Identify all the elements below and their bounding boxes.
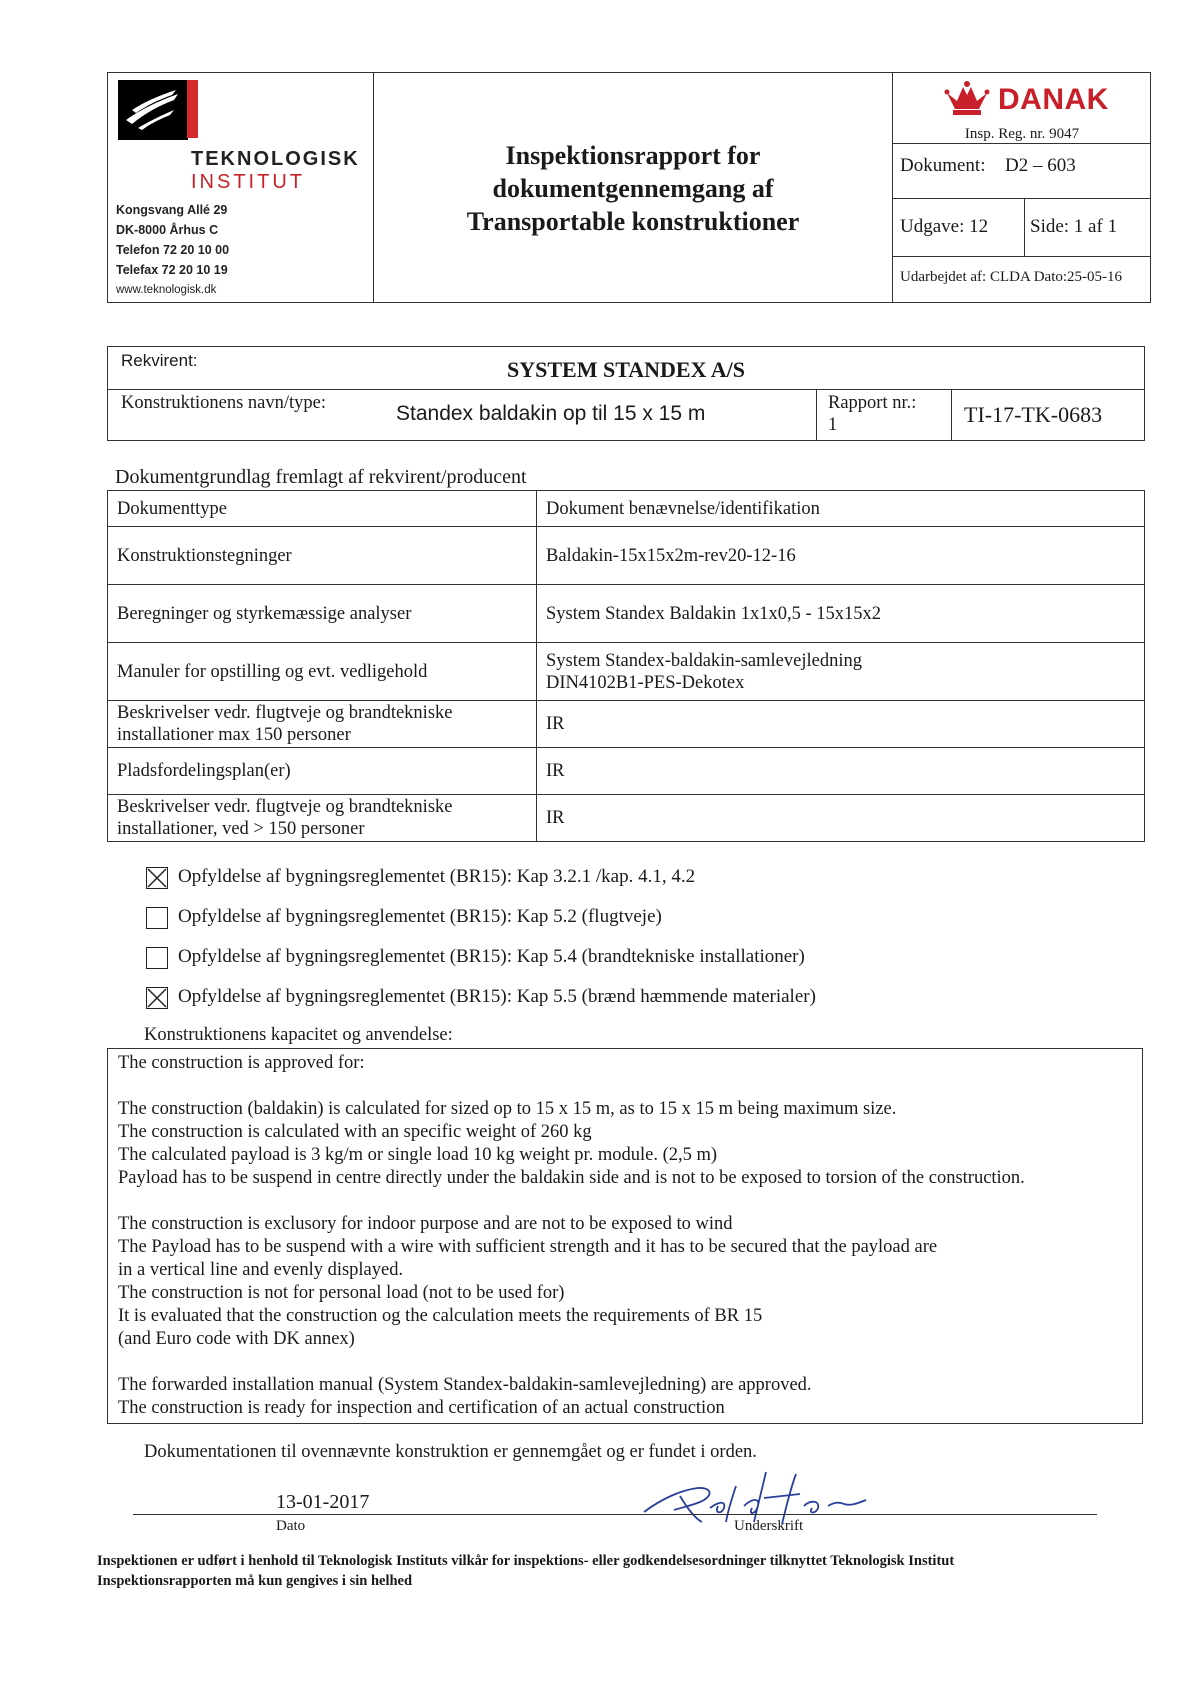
danak-logo: DANAK — [998, 83, 1109, 116]
capacity-line: The construction is not for personal load (not to be used for) — [118, 1283, 565, 1303]
capacity-line: The forwarded installation manual (System Standex-baldakin-samlevejledning) are approved. — [118, 1375, 812, 1395]
insp-reg-nr: Insp. Reg. nr. 9047 — [964, 126, 1080, 142]
checkbox-label: Opfyldelse af bygningsreglementet (BR15): Kap 3.2.1 /kap. 4.1, 4.2 — [178, 866, 696, 887]
checkbox-label: Opfyldelse af bygningsreglementet (BR15): Kap 5.2 (flugtveje) — [178, 906, 662, 927]
capacity-line: It is evaluated that the construction og the calculation meets the requirements of BR 15 — [118, 1306, 763, 1326]
rekvirent-box — [107, 346, 1145, 441]
conclusion-text: Dokumentationen til ovennævnte konstruktion er gennemgået og er fundet i orden. — [144, 1442, 757, 1462]
doc-id-cell: IR — [537, 748, 1145, 795]
signature-line — [133, 1514, 1097, 1515]
doc-type-cell: Beskrivelser vedr. flugtveje og brandtekniske installationer, ved > 150 personer — [108, 795, 537, 842]
doc-id-cell: System Standex-baldakin-samlevejledning DIN4102B1-PES-Dekotex — [537, 643, 1145, 701]
table-row — [108, 643, 1145, 701]
logo-line2: INSTITUT — [191, 171, 305, 193]
capacity-line: The construction is ready for inspection and certification of an actual construction — [118, 1398, 725, 1418]
capacity-line: in a vertical line and evenly displayed. — [118, 1260, 404, 1280]
document-section-title: Dokumentgrundlag fremlagt af rekvirent/producent — [115, 466, 527, 488]
website-link[interactable]: www.teknologisk.dk — [116, 284, 217, 296]
header-box — [107, 72, 1151, 303]
capacity-title: Konstruktionens kapacitet og anvendelse: — [144, 1025, 453, 1045]
dokument-value: D2 – 603 — [1005, 155, 1076, 176]
signature-label: Underskrift — [734, 1518, 804, 1534]
date-label: Dato — [276, 1518, 306, 1534]
checkbox-br15-kap55[interactable] — [146, 987, 168, 1009]
doc-type-cell: Manuler for opstilling og evt. vedligehold — [108, 643, 537, 701]
capacity-line: The construction (baldakin) is calculated for sized op to 15 x 15 m, as to 15 x 15 m being maximum size. — [118, 1099, 897, 1119]
doc-id-cell: System Standex Baldakin 1x1x0,5 - 15x15x2 — [537, 585, 1145, 643]
doc-type-cell: Beskrivelser vedr. flugtveje og brandtekniske installationer max 150 personer — [108, 701, 537, 748]
doc-id-cell: IR — [537, 701, 1145, 748]
capacity-line: The construction is exclusory for indoor purpose and are not to be exposed to wind — [118, 1214, 733, 1234]
doc-type-cell: Beregninger og styrkemæssige analyser — [108, 585, 537, 643]
checkbox-br15-kap321[interactable] — [146, 867, 168, 889]
doc-id-cell: IR — [537, 795, 1145, 842]
capacity-box — [107, 1048, 1143, 1424]
col-header: Dokumenttype — [108, 491, 537, 527]
capacity-line: (and Euro code with DK annex) — [118, 1329, 355, 1349]
report-title: Inspektionsrapport for dokumentgennemgang af Transportable konstruktioner — [466, 141, 800, 236]
table-row — [108, 795, 1145, 842]
danak-crown-icon — [943, 79, 991, 119]
rekvirent-label: Rekvirent: — [121, 351, 198, 370]
address-line: Kongsvang Allé 29 — [116, 203, 228, 217]
side: Side: 1 af 1 — [1030, 216, 1118, 237]
doc-type-cell: Konstruktionstegninger — [108, 527, 537, 585]
address-line: DK-8000 Århus C — [116, 223, 219, 237]
footer-line: Inspektionen er udført i henhold til Teknologisk Instituts vilkår for inspektions- eller godkendelsesordninger tilknyttet Teknologisk Institut — [97, 1553, 955, 1569]
doc-type-cell: Pladsfordelingsplan(er) — [108, 748, 537, 795]
check-x-icon — [147, 868, 167, 888]
checkbox-br15-kap52[interactable] — [146, 907, 168, 929]
table-row — [108, 585, 1145, 643]
rapport-label: Rapport nr.: — [828, 393, 917, 413]
table-row — [108, 748, 1145, 795]
footer-line: Inspektionsrapporten må kun gengives i sin helhed — [97, 1573, 413, 1589]
document-info-column — [892, 73, 1150, 302]
konstruktion-label: Konstruktionens navn/type: — [121, 393, 327, 413]
checkbox-label: Opfyldelse af bygningsreglementet (BR15): Kap 5.4 (brandtekniske installationer) — [178, 946, 805, 967]
logo-line1: TEKNOLOGISK — [191, 148, 360, 170]
institute-column — [108, 73, 374, 302]
checkbox-br15-kap54[interactable] — [146, 947, 168, 969]
signature-date: 13-01-2017 — [276, 1491, 370, 1513]
fax-line: Telefax 72 20 10 19 — [116, 263, 228, 277]
col-header: Dokument benævnelse/identifikation — [537, 491, 1145, 527]
capacity-line: The construction is approved for: — [118, 1053, 365, 1073]
phone-line: Telefon 72 20 10 00 — [116, 243, 230, 257]
udgave: Udgave: 12 — [900, 216, 989, 237]
capacity-line: The construction is calculated with an specific weight of 260 kg — [118, 1122, 592, 1142]
document-table — [107, 490, 1145, 842]
udarbejdet: Udarbejdet af: CLDA Dato:25-05-16 — [900, 269, 1123, 285]
rekvirent-value: SYSTEM STANDEX A/S — [507, 357, 745, 382]
doc-id-cell: Baldakin-15x15x2m-rev20-12-16 — [537, 527, 1145, 585]
table-row — [108, 701, 1145, 748]
dokument-label: Dokument: — [900, 155, 986, 176]
checkbox-label: Opfyldelse af bygningsreglementet (BR15): Kap 5.5 (brænd hæmmende materialer) — [178, 986, 816, 1007]
table-header-row — [108, 491, 1145, 527]
rapport-sub: 1 — [828, 415, 838, 435]
capacity-line: Payload has to be suspend in centre directly under the baldakin side and is not to be exposed to torsion of the construction. — [118, 1168, 1025, 1188]
table-row — [108, 527, 1145, 585]
check-x-icon — [147, 988, 167, 1008]
teknologisk-logo-icon — [118, 80, 188, 140]
konstruktion-value: Standex baldakin op til 15 x 15 m — [396, 402, 706, 425]
capacity-line: The Payload has to be suspend with a wire with sufficient strength and it has to be secured that the payload are — [118, 1237, 938, 1257]
rapport-value: TI-17-TK-0683 — [964, 402, 1103, 427]
capacity-line: The calculated payload is 3 kg/m or single load 10 kg weight pr. module. (2,5 m) — [118, 1145, 718, 1165]
